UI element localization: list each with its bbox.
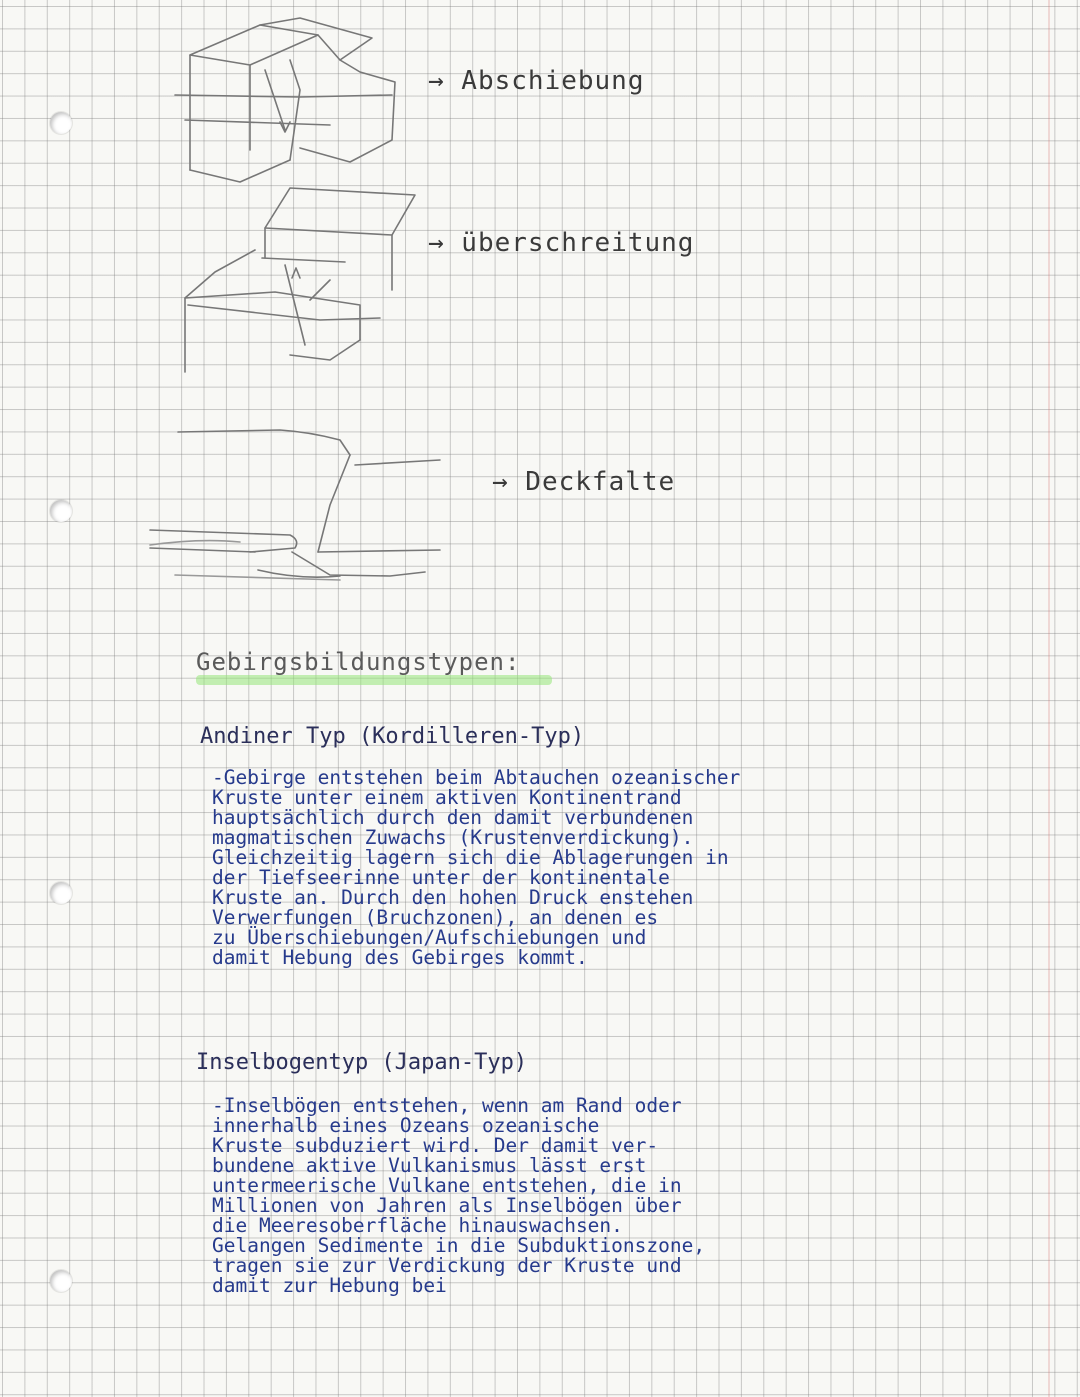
- text-line: Gleichzeitig lagern sich die Ablagerungen in: [212, 846, 729, 869]
- text-line: zu Überschiebungen/Aufschiebungen und: [212, 926, 647, 949]
- ueberschreitung-sketch: [185, 188, 415, 372]
- text-line: Gelangen Sedimente in die Subduktionszone,: [212, 1234, 706, 1257]
- text-line: tragen sie zur Verdickung der Kruste und: [212, 1254, 682, 1277]
- section-heading-inselbogentyp: Inselbogentyp (Japan-Typ): [196, 1050, 528, 1075]
- text-line: Kruste subduziert wird. Der damit ver-: [212, 1134, 659, 1157]
- label-deckfalte: → Deckfalte: [492, 467, 676, 497]
- title-highlight: [196, 675, 552, 685]
- section-body-inselbogentyp: [212, 1096, 705, 1296]
- text-line: magmatischen Zuwachs (Krustenverdickung).: [212, 826, 694, 849]
- text-line: der Tiefseerinne unter der kontinentale: [212, 866, 670, 889]
- page-title: Gebirgsbildungstypen:: [196, 648, 521, 676]
- section-heading-andiner-typ: Andiner Typ (Kordilleren-Typ): [200, 724, 585, 749]
- text-line: damit Hebung des Gebirges kommt.: [212, 946, 588, 969]
- label-abschiebung: → Abschiebung: [428, 66, 645, 96]
- section-body-andiner-typ: [212, 768, 740, 968]
- text-line: -Gebirge entstehen beim Abtauchen ozeanischer: [212, 766, 741, 789]
- text-line: hauptsächlich durch den damit verbundenen: [212, 806, 694, 829]
- text-line: die Meeresoberfläche hinauswachsen.: [212, 1214, 623, 1237]
- text-line: Verwerfungen (Bruchzonen), an denen es: [212, 906, 659, 929]
- text-line: Kruste unter einem aktiven Kontinentrand: [212, 786, 682, 809]
- deckfalte-sketch: [150, 430, 440, 580]
- text-line: -Inselbögen entstehen, wenn am Rand oder: [212, 1094, 682, 1117]
- text-line: bundene aktive Vulkanismus lässt erst: [212, 1154, 647, 1177]
- abschiebung-sketch: [175, 18, 395, 182]
- text-line: Millionen von Jahren als Inselbögen über: [212, 1194, 682, 1217]
- text-line: innerhalb eines Ozeans ozeanische: [212, 1114, 600, 1137]
- text-line: untermeerische Vulkane entstehen, die in: [212, 1174, 682, 1197]
- text-line: damit zur Hebung bei: [212, 1274, 447, 1297]
- text-line: Kruste an. Durch den hohen Druck enstehen: [212, 886, 694, 909]
- label-ueberschreitung: → überschreitung: [428, 228, 695, 258]
